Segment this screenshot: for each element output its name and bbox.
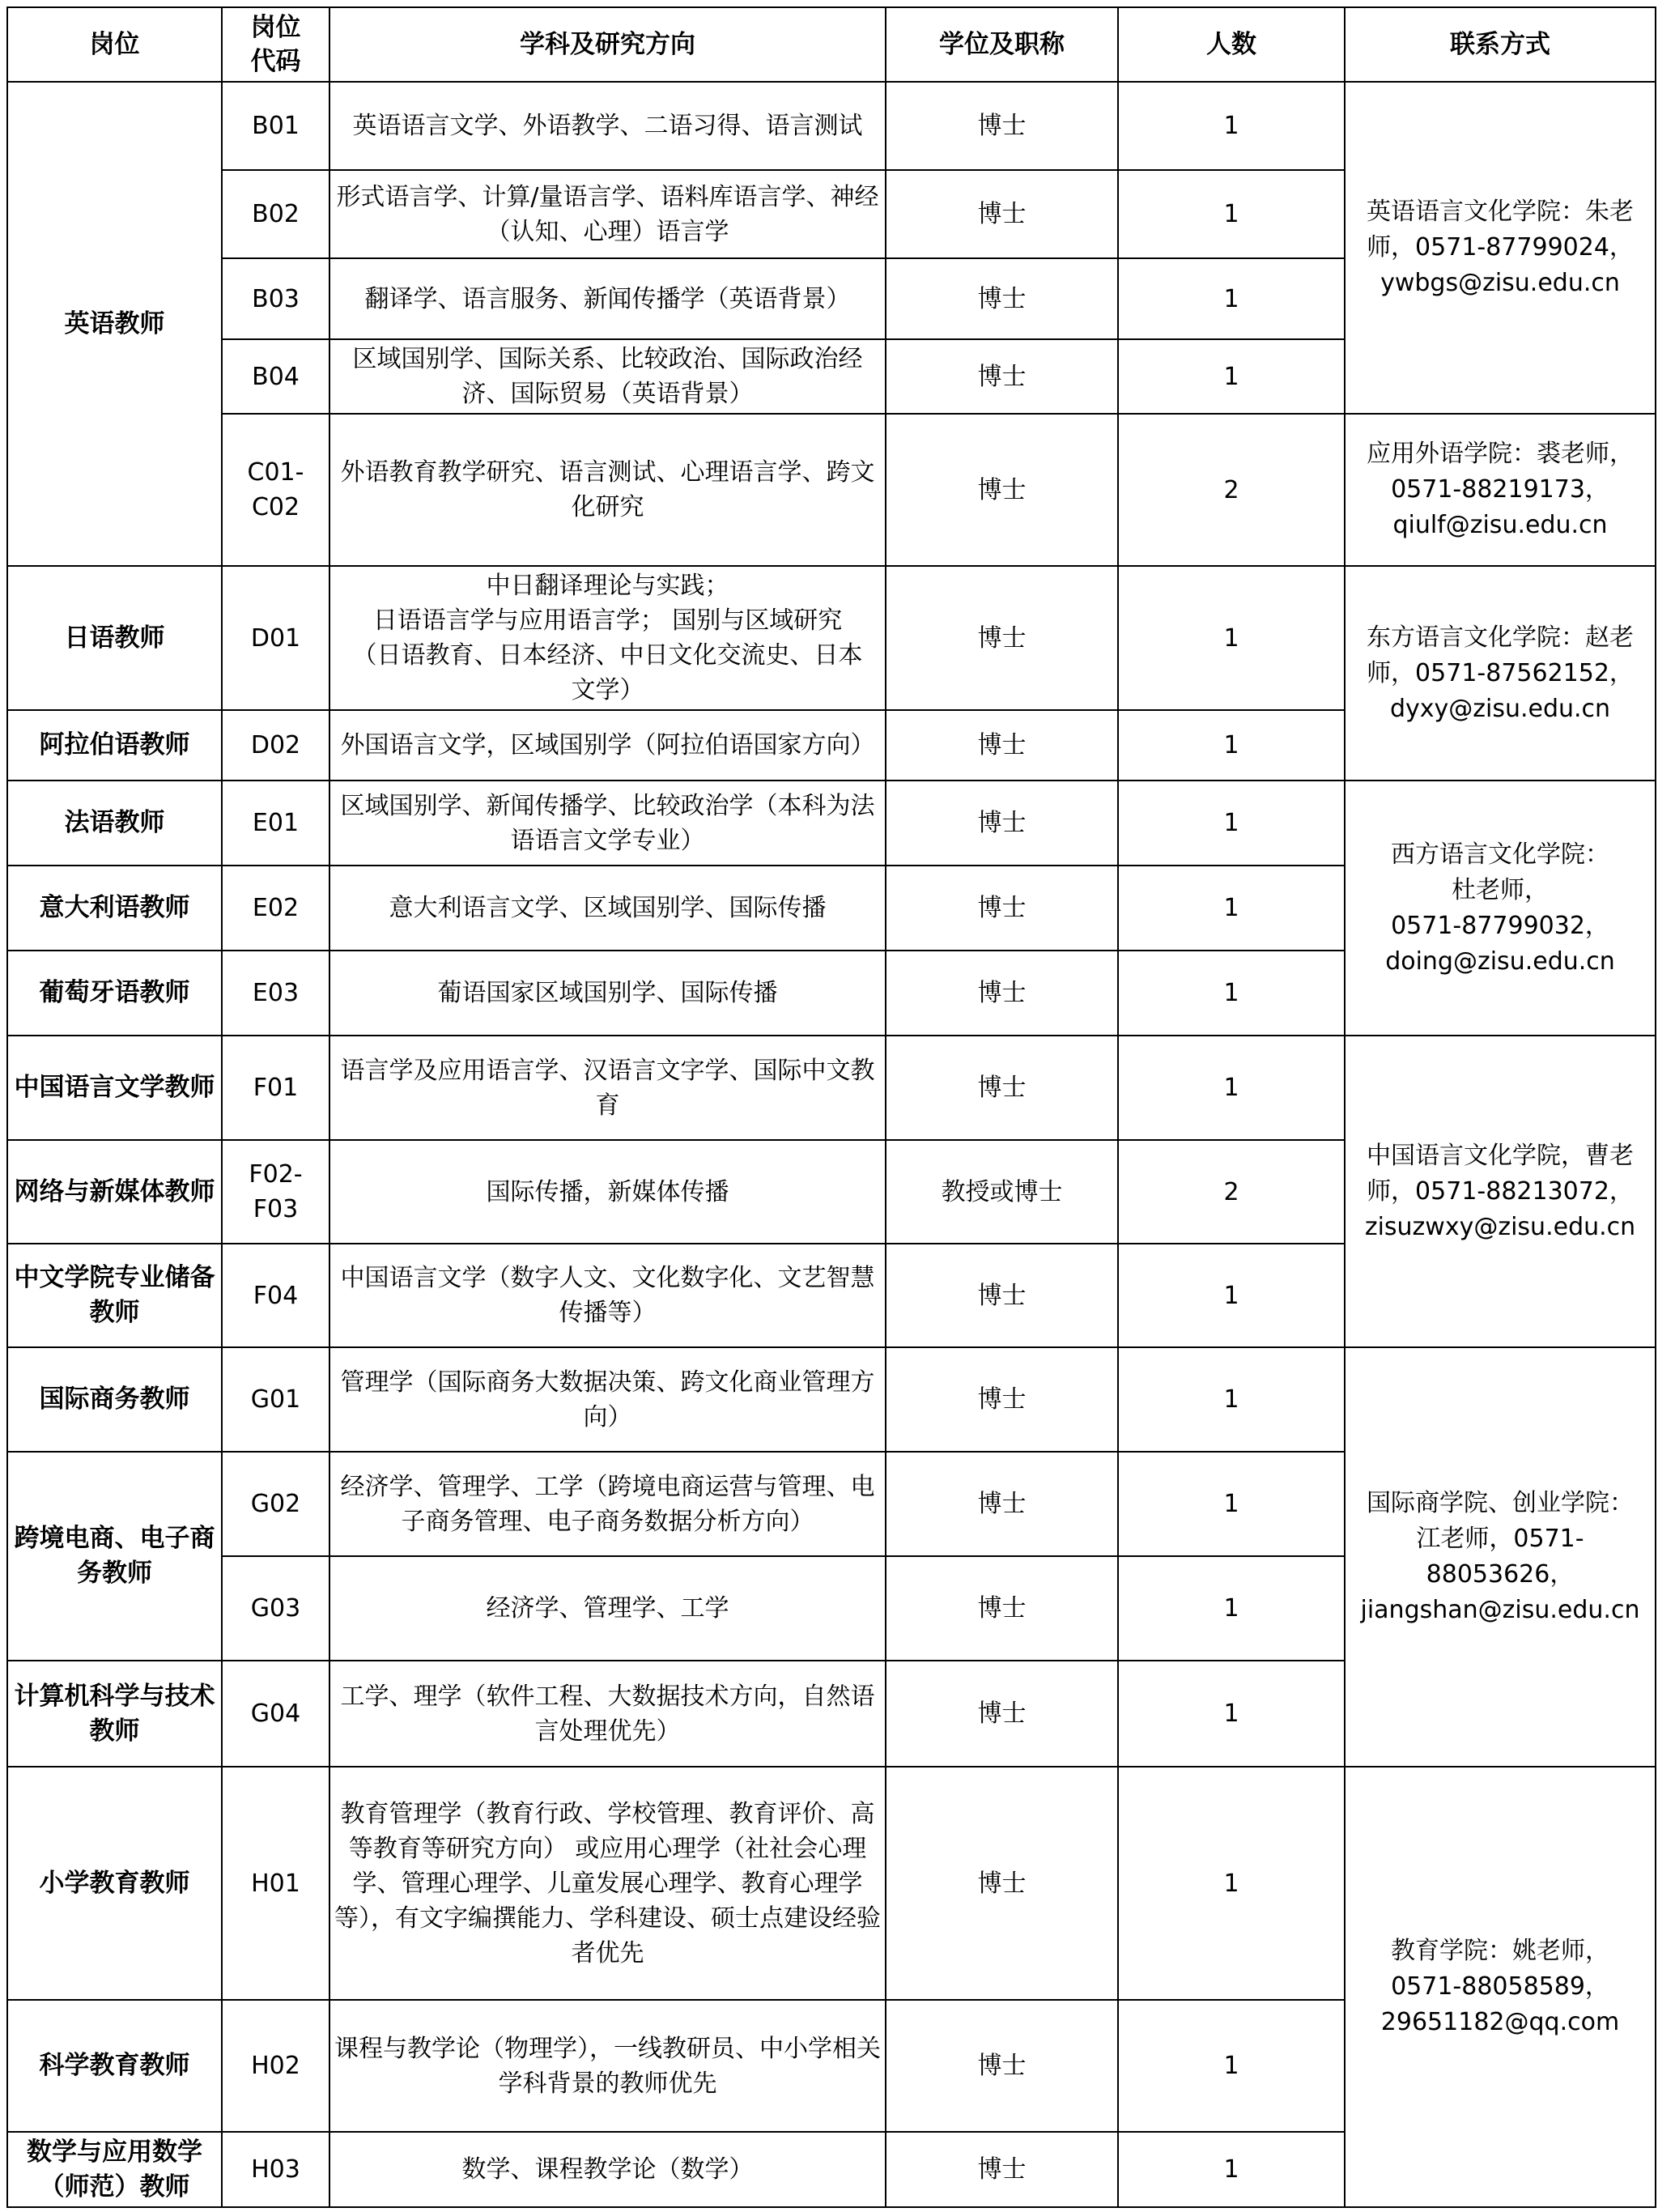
position-cell: 日语教师 [7, 566, 222, 710]
subject-cell: 语言学及应用语言学、汉语言文字学、国际中文教育 [329, 1036, 886, 1140]
count-cell: 1 [1118, 1452, 1345, 1556]
subject-line: 日语语言学与应用语言学； 国别与区域研究 [372, 606, 843, 635]
subject-line: 中日翻译理论与实践； [486, 572, 729, 600]
subject-cell: 翻译学、语言服务、新闻传播学（英语背景） [329, 258, 886, 339]
code-cell: D01 [222, 566, 329, 710]
contact-line: 师，0571-87562152， [1367, 658, 1634, 687]
code-cell: G02 [222, 1452, 329, 1556]
position-cell: 科学教育教师 [7, 2000, 222, 2132]
count-cell: 1 [1118, 339, 1345, 414]
code-cell [222, 1140, 329, 1244]
table-row [7, 1767, 1656, 2000]
subject-cell: 教育管理学（教育行政、学校管理、教育评价、高等教育等研究方向） 或应用心理学（社社会心理学、管理心理学、儿童发展心理学、教育心理学等），有文字编撰能力、学科建设、硕士点建设经验者优先 [329, 1767, 886, 2000]
position-cell: 小学教育教师 [7, 1767, 222, 2000]
subject-line: 文学） [571, 676, 644, 704]
contact-line: 0571-87799032， [1391, 911, 1609, 940]
position-cell: 意大利语教师 [7, 866, 222, 951]
table-row [7, 414, 1656, 566]
code-cell: G03 [222, 1556, 329, 1661]
contact-line: doing@zisu.edu.cn [1385, 946, 1615, 976]
subject-cell: 外国语言文学，区域国别学（阿拉伯语国家方向） [329, 710, 886, 781]
degree-cell: 博士 [886, 258, 1118, 339]
count-cell: 2 [1118, 1140, 1345, 1244]
code-line: C01- [247, 458, 304, 487]
count-cell: 1 [1118, 170, 1345, 258]
code-line: C02 [251, 493, 300, 521]
subject-cell: 管理学（国际商务大数据决策、跨文化商业管理方向） [329, 1347, 886, 1452]
subject-cell [329, 566, 886, 710]
contact-line: dyxy@zisu.edu.cn [1389, 694, 1611, 723]
degree-cell: 教授或博士 [886, 1140, 1118, 1244]
subject-cell: 形式语言学、计算/量语言学、语料库语言学、神经（认知、心理）语言学 [329, 170, 886, 258]
contact-line: 东方语言文化学院：赵老 [1367, 623, 1634, 652]
code-cell: F01 [222, 1036, 329, 1140]
degree-cell: 博士 [886, 1661, 1118, 1767]
subject-cell: 工学、理学（软件工程、大数据技术方向，自然语言处理优先） [329, 1661, 886, 1767]
table-row [7, 82, 1656, 170]
count-cell: 1 [1118, 951, 1345, 1036]
contact-line: 中国语言文化学院，曹老 [1367, 1141, 1634, 1170]
header-position-code [222, 7, 329, 82]
count-cell: 1 [1118, 1767, 1345, 2000]
degree-cell: 博士 [886, 1452, 1118, 1556]
position-cell: 阿拉伯语教师 [7, 710, 222, 781]
count-cell: 2 [1118, 414, 1345, 566]
position-cell: 中文学院专业储备教师 [7, 1244, 222, 1347]
count-cell: 1 [1118, 258, 1345, 339]
code-cell: B03 [222, 258, 329, 339]
contact-line: qiulf@zisu.edu.cn [1392, 511, 1608, 539]
degree-cell: 博士 [886, 710, 1118, 781]
contact-line: 西方语言文化学院： [1391, 840, 1609, 869]
header-contact: 联系方式 [1345, 7, 1656, 82]
position-cell: 国际商务教师 [7, 1347, 222, 1452]
table-row [7, 1347, 1656, 1452]
subject-cell: 课程与教学论（物理学），一线教研员、中小学相关学科背景的教师优先 [329, 2000, 886, 2132]
count-cell: 1 [1118, 1661, 1345, 1767]
code-cell [222, 414, 329, 566]
degree-cell: 博士 [886, 566, 1118, 710]
position-cell: 网络与新媒体教师 [7, 1140, 222, 1244]
subject-cell: 外语教育教学研究、语言测试、心理语言学、跨文化研究 [329, 414, 886, 566]
position-cell: 葡萄牙语教师 [7, 951, 222, 1036]
count-cell: 1 [1118, 1347, 1345, 1452]
code-cell: B01 [222, 82, 329, 170]
code-cell: E01 [222, 781, 329, 866]
position-cell: 数学与应用数学（师范）教师 [7, 2132, 222, 2207]
subject-cell: 国际传播，新媒体传播 [329, 1140, 886, 1244]
degree-cell: 博士 [886, 414, 1118, 566]
header-row [7, 7, 1656, 82]
count-cell: 1 [1118, 1556, 1345, 1661]
code-cell: H01 [222, 1767, 329, 2000]
subject-cell: 中国语言文学（数字人文、文化数字化、文艺智慧传播等） [329, 1244, 886, 1347]
position-cell: 中国语言文学教师 [7, 1036, 222, 1140]
contact-cell [1345, 566, 1656, 781]
count-cell: 1 [1118, 566, 1345, 710]
contact-line: 江老师，0571- [1416, 1525, 1584, 1553]
count-cell: 1 [1118, 2132, 1345, 2207]
code-cell: H02 [222, 2000, 329, 2132]
subject-cell: 数学、课程教学论（数学） [329, 2132, 886, 2207]
position-cell: 英语教师 [7, 82, 222, 566]
degree-cell: 博士 [886, 781, 1118, 866]
code-line: F03 [253, 1195, 299, 1223]
subject-cell: 区域国别学、新闻传播学、比较政治学（本科为法语语言文学专业） [329, 781, 886, 866]
count-cell: 1 [1118, 1244, 1345, 1347]
count-cell: 1 [1118, 710, 1345, 781]
contact-line: 教育学院：姚老师， [1391, 1937, 1609, 1965]
count-cell: 1 [1118, 82, 1345, 170]
contact-cell [1345, 781, 1656, 1036]
header-code-line2: 代码 [250, 47, 301, 76]
table-row [7, 1036, 1656, 1140]
subject-cell: 经济学、管理学、工学 [329, 1556, 886, 1661]
contact-line: zisuzwxy@zisu.edu.cn [1364, 1212, 1636, 1241]
header-code-line1: 岗位 [250, 13, 301, 42]
degree-cell: 博士 [886, 82, 1118, 170]
contact-cell [1345, 82, 1656, 414]
contact-line: 应用外语学院：裘老师， [1367, 440, 1634, 468]
code-cell: B02 [222, 170, 329, 258]
contact-line: 师，0571-87799024， [1367, 233, 1634, 262]
header-count: 人数 [1118, 7, 1345, 82]
code-cell: G04 [222, 1661, 329, 1767]
contact-line: jiangshan@zisu.edu.cn [1360, 1596, 1640, 1624]
subject-cell: 葡语国家区域国别学、国际传播 [329, 951, 886, 1036]
count-cell: 1 [1118, 1036, 1345, 1140]
code-cell: E02 [222, 866, 329, 951]
position-cell: 法语教师 [7, 781, 222, 866]
position-cell: 跨境电商、电子商务教师 [7, 1452, 222, 1661]
contact-line: 师，0571-88213072， [1367, 1176, 1634, 1206]
degree-cell: 博士 [886, 170, 1118, 258]
subject-cell: 经济学、管理学、工学（跨境电商运营与管理、电子商务管理、电子商务数据分析方向） [329, 1452, 886, 1556]
code-cell: F04 [222, 1244, 329, 1347]
degree-cell: 博士 [886, 1347, 1118, 1452]
count-cell: 1 [1118, 866, 1345, 951]
subject-cell: 意大利语言文学、区域国别学、国际传播 [329, 866, 886, 951]
code-cell: H03 [222, 2132, 329, 2207]
degree-cell: 博士 [886, 1556, 1118, 1661]
subject-cell: 英语语言文学、外语教学、二语习得、语言测试 [329, 82, 886, 170]
code-cell: B04 [222, 339, 329, 414]
contact-line: 英语语言文化学院：朱老 [1367, 198, 1634, 226]
degree-cell: 博士 [886, 339, 1118, 414]
code-line: F02- [249, 1160, 303, 1189]
degree-cell: 博士 [886, 1036, 1118, 1140]
contact-cell [1345, 1347, 1656, 1767]
degree-cell: 博士 [886, 866, 1118, 951]
table-row [7, 781, 1656, 866]
position-cell: 计算机科学与技术教师 [7, 1661, 222, 1767]
contact-line: 杜老师， [1452, 875, 1549, 904]
degree-cell: 博士 [886, 2000, 1118, 2132]
count-cell: 1 [1118, 781, 1345, 866]
contact-line: 88053626， [1426, 1560, 1575, 1589]
degree-cell: 博士 [886, 1244, 1118, 1347]
header-degree: 学位及职称 [886, 7, 1118, 82]
header-subject: 学科及研究方向 [329, 7, 886, 82]
contact-line: 0571-88058589， [1391, 1972, 1609, 2001]
contact-line: 国际商学院、创业学院： [1367, 1489, 1634, 1517]
code-cell: E03 [222, 951, 329, 1036]
contact-line: ywbgs@zisu.edu.cn [1380, 269, 1620, 297]
code-cell: G01 [222, 1347, 329, 1452]
degree-cell: 博士 [886, 1767, 1118, 2000]
subject-cell: 区域国别学、国际关系、比较政治、国际政治经济、国际贸易（英语背景） [329, 339, 886, 414]
contact-cell [1345, 414, 1656, 566]
degree-cell: 博士 [886, 2132, 1118, 2207]
subject-line: （日语教育、日本经济、中日文化交流史、日本 [352, 641, 863, 670]
count-cell: 1 [1118, 2000, 1345, 2132]
table-row [7, 566, 1656, 710]
contact-cell [1345, 1036, 1656, 1347]
contact-line: 0571-88219173， [1391, 475, 1609, 504]
contact-cell [1345, 1767, 1656, 2207]
code-cell: D02 [222, 710, 329, 781]
recruitment-table [6, 6, 1656, 2208]
degree-cell: 博士 [886, 951, 1118, 1036]
contact-line: 29651182@qq.com [1380, 2008, 1620, 2036]
header-position: 岗位 [7, 7, 222, 82]
